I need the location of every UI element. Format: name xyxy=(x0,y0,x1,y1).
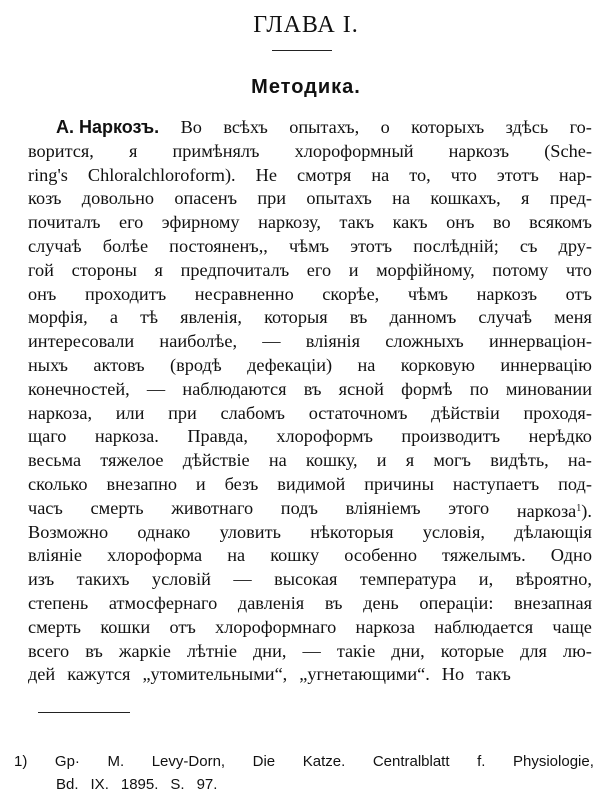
word: тѣ xyxy=(140,307,158,328)
word: всякомъ xyxy=(529,212,592,233)
word: на xyxy=(268,450,287,471)
text-line xyxy=(28,211,592,235)
word: съ xyxy=(519,235,538,256)
word: лю- xyxy=(562,640,592,661)
word: я xyxy=(405,450,415,471)
word: меня xyxy=(554,307,592,328)
word: нерѣдко xyxy=(528,426,592,447)
text-line xyxy=(28,521,592,545)
word: скорѣе, xyxy=(322,283,380,304)
word: гой xyxy=(28,259,54,280)
word: наблюдается xyxy=(434,616,534,637)
word: наркоза. xyxy=(94,426,159,447)
word: кошкахъ, xyxy=(430,188,501,209)
word: то, xyxy=(409,164,431,185)
word: тяжелымъ. xyxy=(442,545,526,566)
word: вѣроятно, xyxy=(515,569,592,590)
word: какъ xyxy=(392,212,428,233)
word: отъ xyxy=(169,616,196,637)
word: ныхъ xyxy=(28,354,68,375)
word: Одно xyxy=(550,545,592,566)
text-line xyxy=(28,187,592,211)
word: дру- xyxy=(558,235,592,256)
word: дѣйствіи xyxy=(431,402,500,423)
word: — xyxy=(233,569,252,590)
word: этотъ xyxy=(350,235,393,256)
word: или xyxy=(115,402,145,423)
paragraph-lead: А. Наркозъ. xyxy=(56,117,160,137)
word: миновании xyxy=(505,378,592,399)
word: хлороформъ xyxy=(276,426,373,447)
footnote-word: Bd. xyxy=(56,776,79,793)
word: наблюдаются xyxy=(182,378,287,399)
text-line xyxy=(28,425,592,449)
text-line xyxy=(28,354,592,378)
word: лѣтніе xyxy=(186,640,237,661)
word: и xyxy=(376,450,387,471)
word: Во xyxy=(180,117,202,137)
word: го- xyxy=(569,117,592,137)
word: опытахъ xyxy=(306,188,372,209)
footnote-line-1 xyxy=(14,750,594,773)
text-line xyxy=(28,164,592,188)
text-line xyxy=(28,402,592,426)
word: высокая xyxy=(274,569,338,590)
word: нар- xyxy=(558,164,592,185)
word: я xyxy=(154,259,163,280)
word: внезапно xyxy=(106,473,177,494)
footnote-word: S. xyxy=(170,776,185,793)
word: Но xyxy=(441,664,465,685)
text-line xyxy=(28,663,592,687)
body-text xyxy=(28,116,592,687)
word: Chloralchloroform). xyxy=(87,164,236,185)
word: въ xyxy=(85,640,103,661)
word: температура xyxy=(359,569,457,590)
word: жаркіе xyxy=(118,640,171,661)
footnote-word: Katze. xyxy=(302,753,346,770)
word: опытахъ, xyxy=(289,117,360,137)
word: хлороформа xyxy=(107,545,203,566)
word: случаѣ xyxy=(478,307,532,328)
word: во xyxy=(492,212,511,233)
word: актовъ xyxy=(93,354,145,375)
word: однако xyxy=(137,521,191,542)
word: почиталъ xyxy=(28,212,101,233)
word: — xyxy=(302,640,321,661)
word: „угнетающими“. xyxy=(299,664,430,685)
word: такіе xyxy=(336,640,376,661)
word: сложныхъ xyxy=(385,331,464,352)
word: чаще xyxy=(552,616,592,637)
footnote-word: Levy-Dorn, xyxy=(151,753,226,770)
word: формѣ xyxy=(401,378,453,399)
word: такъ xyxy=(339,212,375,233)
word: такъ xyxy=(476,664,511,685)
word: наркозъ xyxy=(448,140,510,161)
word: и, xyxy=(478,569,494,590)
word: хлороформный xyxy=(294,140,414,161)
paragraph xyxy=(28,116,592,687)
word: иннерваціон- xyxy=(488,331,592,352)
word: — xyxy=(262,331,281,352)
text-line xyxy=(28,568,592,592)
word: внезапная xyxy=(514,592,592,613)
word: постояненъ,, xyxy=(169,235,268,256)
text-line xyxy=(28,449,592,473)
text-line xyxy=(28,378,592,402)
footnote-word: 1895. xyxy=(120,776,159,793)
text-line xyxy=(28,544,592,568)
word: (вродѣ xyxy=(170,354,222,375)
word: для xyxy=(520,640,547,661)
footnote-word: Physiologie, xyxy=(513,753,594,770)
word: предпочиталъ xyxy=(180,259,290,280)
chapter-divider xyxy=(272,50,332,51)
word: Возможно xyxy=(28,521,109,542)
footnote-word: Centralblatt xyxy=(372,753,450,770)
word: дѣйствіе xyxy=(182,450,250,471)
word: часъ xyxy=(28,497,63,518)
word: чѣмъ xyxy=(288,235,330,256)
word: при xyxy=(257,188,287,209)
text-line xyxy=(28,306,592,330)
word: морфія, xyxy=(28,307,88,328)
word: весьма xyxy=(28,450,82,471)
word: дни, xyxy=(252,640,287,661)
word: наркоза xyxy=(516,500,577,521)
word: видимой xyxy=(277,473,346,494)
word: интересовали xyxy=(28,331,135,352)
word: которые xyxy=(440,640,505,661)
word: которыхъ xyxy=(411,117,485,137)
word: чѣмъ xyxy=(407,283,448,304)
footnote xyxy=(14,750,594,796)
word: иннервацію xyxy=(500,354,592,375)
word: его xyxy=(118,212,144,233)
footnote-divider xyxy=(38,712,130,713)
footnote-word: 97. xyxy=(196,776,218,793)
word: видѣть, xyxy=(490,450,549,471)
word: Правда, xyxy=(187,426,248,447)
footnote-word: IX. xyxy=(90,776,109,793)
word: по xyxy=(469,378,489,399)
word: на xyxy=(357,354,376,375)
word: хлороформнаго xyxy=(215,616,337,637)
word: пред- xyxy=(549,188,592,209)
word: конечностей, xyxy=(28,378,130,399)
word: щаго xyxy=(28,426,67,447)
word: всего xyxy=(28,640,70,661)
word: морфійному, xyxy=(376,259,475,280)
word: операціи: xyxy=(419,592,494,613)
word: кажутся xyxy=(67,664,131,685)
word: причины xyxy=(364,473,434,494)
word: послѣдній; xyxy=(413,235,499,256)
word: а xyxy=(109,307,118,328)
word: кошку, xyxy=(305,450,358,471)
text-line xyxy=(28,283,592,307)
word: Не xyxy=(255,164,277,185)
word: такихъ xyxy=(76,569,130,590)
word: дѣлающія xyxy=(514,521,592,542)
word: изъ xyxy=(28,569,55,590)
word: сколько xyxy=(28,473,88,494)
word: о xyxy=(380,117,390,137)
word: дей xyxy=(28,664,56,685)
word: всѣхъ xyxy=(223,117,268,137)
word: давленія xyxy=(237,592,305,613)
word: въ xyxy=(349,307,368,328)
text-line xyxy=(28,235,592,259)
word: наркозъ xyxy=(476,283,538,304)
word: козъ xyxy=(28,188,62,209)
word: ворится, xyxy=(28,140,94,161)
text-line xyxy=(28,640,592,664)
word: болѣе xyxy=(102,235,149,256)
word: тяжелое xyxy=(100,450,164,471)
word: наиболѣе, xyxy=(159,331,238,352)
footnote-word: M. xyxy=(107,753,125,770)
word: эфирному xyxy=(161,212,240,233)
word: наркоза, xyxy=(28,402,93,423)
footnote-word: 1) xyxy=(14,753,28,770)
word: вліянія xyxy=(305,331,361,352)
word: этотъ xyxy=(496,164,539,185)
word: под- xyxy=(558,473,592,494)
word: безъ xyxy=(224,473,259,494)
word: кошку xyxy=(270,545,320,566)
word: и xyxy=(195,473,206,494)
word: примѣнялъ xyxy=(172,140,260,161)
word: остаточномъ xyxy=(308,402,408,423)
word: кошки xyxy=(100,616,151,637)
word: отъ xyxy=(565,283,592,304)
word: нѣкоторыя xyxy=(310,521,394,542)
text-line xyxy=(28,330,592,354)
word: наступаетъ xyxy=(452,473,540,494)
word: въ xyxy=(303,378,322,399)
word: смотря xyxy=(296,164,352,185)
word: атмосфернаго xyxy=(108,592,218,613)
word: опасенъ xyxy=(174,188,238,209)
word: вліяніе xyxy=(28,545,82,566)
chapter-title: ГЛАВА I. xyxy=(253,12,359,38)
word: условія, xyxy=(422,521,485,542)
word: ясной xyxy=(338,378,384,399)
word: которыя xyxy=(264,307,328,328)
word: потому xyxy=(492,259,549,280)
word: этого xyxy=(448,497,490,518)
footnote-word: f. xyxy=(477,753,486,770)
word: на xyxy=(371,164,390,185)
text-line xyxy=(28,140,592,164)
word: особенно xyxy=(344,545,417,566)
word: его xyxy=(306,259,332,280)
footnote-ref[interactable]: 1 xyxy=(576,502,582,514)
word: стороны xyxy=(71,259,137,280)
word: наркозу, xyxy=(258,212,321,233)
word: степень xyxy=(28,592,89,613)
word: довольно xyxy=(81,188,155,209)
word: онъ xyxy=(28,283,57,304)
word: на xyxy=(392,188,411,209)
word: могъ xyxy=(433,450,472,471)
word: дни, xyxy=(391,640,425,661)
word: ring's xyxy=(28,164,68,185)
word: дефекаціи) xyxy=(247,354,333,375)
text-line xyxy=(28,497,592,521)
text-line xyxy=(28,259,592,283)
word: (Sche- xyxy=(544,140,592,161)
word: день xyxy=(363,592,399,613)
word: корковую xyxy=(400,354,475,375)
footnote-word: Gp· xyxy=(54,753,80,770)
word: я xyxy=(128,140,138,161)
punctuation: ). xyxy=(581,500,592,521)
word: производитъ xyxy=(401,426,501,447)
word: уловить xyxy=(219,521,281,542)
word: въ xyxy=(324,592,343,613)
word: на xyxy=(227,545,246,566)
word: и xyxy=(348,259,359,280)
word: смерть xyxy=(90,497,144,518)
text-line xyxy=(28,473,592,497)
word: слабомъ xyxy=(220,402,285,423)
word: — xyxy=(146,378,166,399)
section-title: Методика. xyxy=(251,76,361,98)
word-with-footnote xyxy=(517,497,592,521)
word: условій xyxy=(151,569,211,590)
word: что xyxy=(450,164,477,185)
word: здѣсь xyxy=(505,117,549,137)
word: подъ xyxy=(280,497,318,518)
word: явленія, xyxy=(180,307,242,328)
word: вліяніемъ xyxy=(345,497,421,518)
word: наркоза xyxy=(355,616,415,637)
word: „утомительными“, xyxy=(142,664,288,685)
text-line xyxy=(28,592,592,616)
word: данномъ xyxy=(389,307,457,328)
word: животнаго xyxy=(171,497,254,518)
footnote-line-2 xyxy=(14,773,594,796)
word: смерть xyxy=(28,616,82,637)
word: проходя- xyxy=(523,402,592,423)
text-line xyxy=(28,616,592,640)
word: на- xyxy=(567,450,592,471)
word: случаѣ xyxy=(28,235,82,256)
word: при xyxy=(168,402,197,423)
word: проходитъ xyxy=(84,283,167,304)
word: я xyxy=(521,188,530,209)
word: несравненно xyxy=(194,283,294,304)
text-line xyxy=(28,116,592,140)
footnote-word: Die xyxy=(252,753,276,770)
word: что xyxy=(565,259,592,280)
word: онъ xyxy=(446,212,475,233)
